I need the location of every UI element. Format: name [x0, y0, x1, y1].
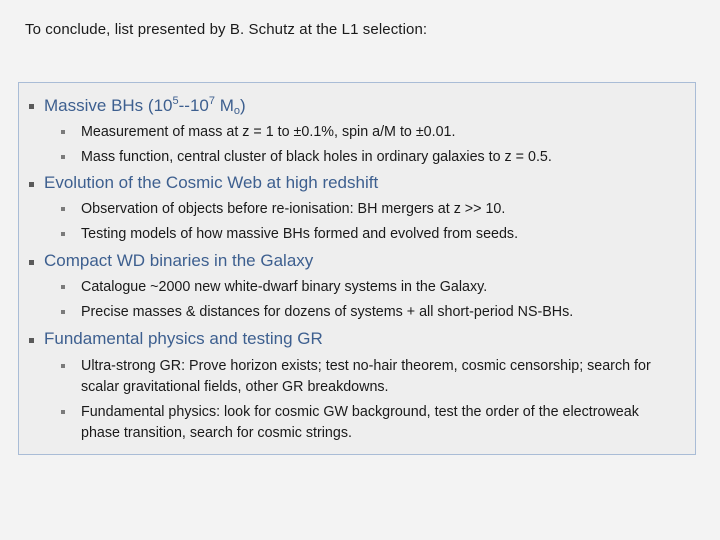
heading-unit: M	[214, 96, 234, 115]
heading-sub: o	[233, 105, 240, 117]
item-text: Ultra-strong GR: Prove horizon exists; test no-hair theorem, cosmic censorship; search for scalar gravitational fields, other GR breakdowns.	[81, 358, 651, 395]
heading-text: Massive BHs (	[44, 96, 154, 115]
item-bullet-icon	[61, 364, 65, 368]
heading-exp1: 5	[172, 95, 179, 107]
item-bullet-icon	[61, 410, 65, 414]
section-bullet-icon	[29, 182, 34, 187]
heading-exp2: 7	[208, 95, 215, 107]
item-bullet-icon	[61, 155, 65, 159]
item-text: Observation of objects before re-ionisation: BH mergers at z >> 10.	[81, 201, 506, 217]
item-text: Catalogue ~2000 new white-dwarf binary systems in the Galaxy.	[81, 279, 488, 295]
item-bullet-icon	[61, 285, 65, 289]
item-bullet-icon	[61, 130, 65, 134]
list-item	[81, 356, 681, 398]
item-text: Mass function, central cluster of black holes in ordinary galaxies to z = 0.5.	[81, 149, 552, 165]
heading-mid: --10	[178, 96, 209, 115]
section-heading	[44, 95, 246, 117]
slide-title: To conclude, list presented by B. Schutz at the L1 selection:	[25, 21, 428, 38]
item-bullet-icon	[61, 310, 65, 314]
list-item	[81, 277, 681, 298]
section-bullet-icon	[29, 260, 34, 265]
list-item	[81, 402, 681, 444]
item-text: Measurement of mass at z = 1 to ±0.1%, spin a/M to ±0.01.	[81, 124, 456, 140]
item-text: Fundamental physics: look for cosmic GW background, test the order of the electroweak phase transition, search for cosmic strings.	[81, 404, 639, 441]
item-bullet-icon	[61, 207, 65, 211]
section-heading: Fundamental physics and testing GR	[44, 329, 323, 348]
item-text: Testing models of how massive BHs formed and evolved from seeds.	[81, 226, 519, 242]
heading-exp-base: 10	[153, 96, 173, 115]
list-item	[81, 122, 681, 143]
list-item	[81, 147, 681, 168]
section-bullet-icon	[29, 104, 34, 109]
section-heading: Compact WD binaries in the Galaxy	[44, 251, 314, 270]
section-heading: Evolution of the Cosmic Web at high redshift	[44, 173, 379, 192]
section-bullet-icon	[29, 338, 34, 343]
list-item	[81, 199, 681, 220]
content-box	[18, 82, 696, 455]
item-text: Precise masses & distances for dozens of systems + all short-period NS-BHs.	[81, 304, 574, 320]
item-bullet-icon	[61, 232, 65, 236]
heading-close: )	[240, 96, 246, 115]
list-item	[81, 302, 681, 323]
list-item	[81, 224, 681, 245]
